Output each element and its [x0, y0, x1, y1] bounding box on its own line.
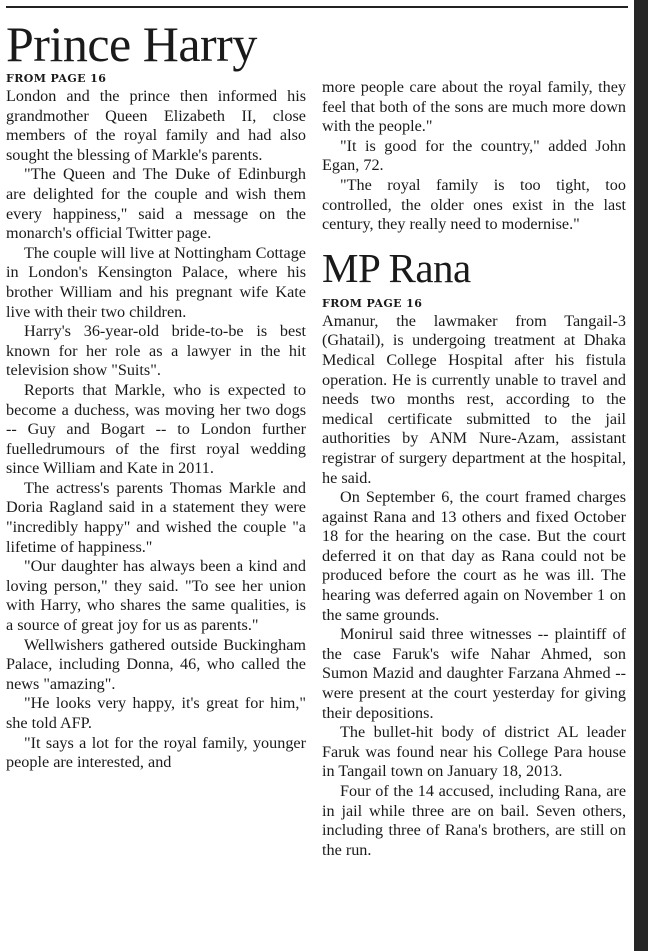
- paragraph: Wellwishers gathered outside Buckingham Palace, including Donna, 46, who called the news "amazing".: [6, 635, 306, 693]
- paragraph: Four of the 14 accused, including Rana, are in jail while three are on bail. Seven others, including three of Rana's brothers, are still on the run.: [322, 782, 626, 859]
- headline-prince-harry: Prince Harry: [6, 16, 257, 72]
- paragraph: Reports that Markle, who is expected to become a duchess, was moving her two dogs -- Guy and Bogart -- to London further fuelledrumours of the first royal wedding since William and Kate in 2011.: [6, 380, 306, 478]
- top-rule: [6, 6, 628, 8]
- paragraph: "He looks very happy, it's great for him," she told AFP.: [6, 694, 306, 732]
- article-prince-harry: [6, 16, 306, 773]
- paragraph: Monirul said three witnesses -- plaintiff of the case Faruk's wife Nahar Ahmed, son Sumon Mazid and daughter Farzana Ahmed -- were present at the court yesterday for giving their depositions.: [322, 625, 626, 722]
- jump-label: FROM PAGE 16: [322, 296, 423, 310]
- page-edge-bar: [634, 0, 648, 951]
- paragraph: "It is good for the country," added John Egan, 72.: [322, 136, 626, 175]
- paragraph: "The royal family is too tight, too controlled, the older ones exist in the last century, they really need to modernise.": [322, 175, 626, 234]
- paragraph: London and the prince then informed his grandmother Queen Elizabeth II, close members of the royal family and had also sought the blessing of Markle's parents.: [6, 87, 306, 164]
- paragraph: more people care about the royal family, they feel that both of the sons are much more down with the people.": [322, 78, 626, 136]
- jump-label: FROM PAGE 16: [6, 72, 107, 85]
- paragraph: The bullet-hit body of district AL leader Faruk was found near his College Para house in Tangail town on January 18, 2013.: [322, 723, 626, 781]
- paragraph: Amanur, the lawmaker from Tangail-3 (Ghatail), is undergoing treatment at Dhaka Medical College Hospital after his fistula operation. He is currently unable to travel and needs two months rest, according to the medical certificate submitted to the jail authorities by ANM Nure-Azam, assistant registrar of surgery department at the hospital, he said.: [322, 311, 626, 487]
- paragraph: The actress's parents Thomas Markle and Doria Ragland said in a statement they were "incredibly happy" and wished the couple "a lifetime of happiness.": [6, 478, 306, 556]
- paragraph: Harry's 36-year-old bride-to-be is best known for her role as a lawyer in the hit television show "Suits".: [6, 322, 306, 380]
- paragraph: "It says a lot for the royal family, younger people are interested, and: [6, 733, 306, 772]
- paragraph: "Our daughter has always been a kind and loving person," they said. "To see her union with Harry, who shares the same qualities, is a source of great joy for us as parents.": [6, 557, 306, 635]
- paragraph: On September 6, the court framed charges against Rana and 13 others and fixed October 18 for the hearing on the case. But the court deferred it on that day as Rana could not be produced before the court as he was ill. The hearing was deferred again on November 1 on the same grounds.: [322, 488, 626, 624]
- headline-mp-rana: MP Rana: [322, 244, 471, 291]
- article-mp-rana: [322, 245, 626, 861]
- paragraph: The couple will live at Nottingham Cottage in London's Kensington Palace, where his brother William and his pregnant wife Kate live with their two children.: [6, 243, 306, 321]
- paragraph: "The Queen and The Duke of Edinburgh are delighted for the couple and wish them every happiness," said a message on the monarch's official Twitter page.: [6, 165, 306, 243]
- article-continuation: [322, 78, 626, 860]
